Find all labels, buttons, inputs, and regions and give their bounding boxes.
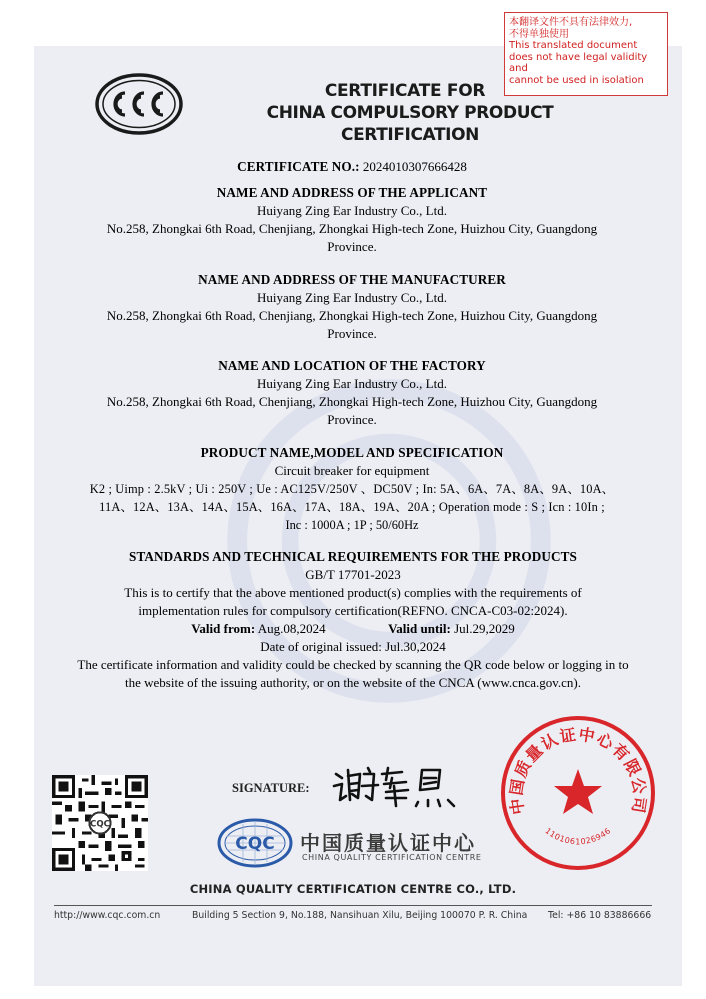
- factory-address-line1: No.258, Zhongkai 6th Road, Chenjiang, Zhongkai High-tech Zone, Huizhou City, Guangdong: [106, 394, 598, 409]
- manufacturer-name: Huiyang Zing Ear Industry Co., Ltd.: [257, 290, 447, 305]
- note-cn-line1: 本翻译文件不具有法律效力,: [509, 17, 633, 28]
- manufacturer-label: NAME AND ADDRESS OF THE MANUFACTURER: [198, 272, 506, 287]
- valid-from-label: Valid from:: [191, 621, 256, 636]
- cqc-logo-text: CQC: [235, 834, 275, 854]
- standards-section: [10, 548, 696, 692]
- applicant-label: NAME AND ADDRESS OF THE APPLICANT: [216, 185, 488, 200]
- qr-center-logo: CQC: [90, 819, 110, 830]
- valid-until-date: Jul.29,2029: [454, 621, 515, 636]
- signature-label: SIGNATURE:: [232, 781, 310, 795]
- standards-value: GB/T 17701-2023: [305, 567, 401, 582]
- factory-section: [34, 357, 670, 429]
- certificate-number-label: CERTIFICATE NO.:: [237, 159, 360, 174]
- cqc-english-name: CHINA QUALITY CERTIFICATION CENTRE: [302, 853, 482, 862]
- seal-number: 1101061026946: [543, 826, 613, 847]
- title-line1: CERTIFICATE FOR: [324, 81, 486, 101]
- footer-address: Building 5 Section 9, No.188, Nansihuan Xilu, Beijing 100070 P. R. China: [192, 910, 528, 921]
- footer-telephone: Tel: +86 10 83886666: [548, 910, 652, 921]
- footer-website-link[interactable]: http://www.cqc.com.cn: [54, 910, 161, 921]
- manufacturer-section: [34, 271, 670, 343]
- note-cn-line2: 不得单独使用: [509, 28, 569, 40]
- ccc-logo-icon: [95, 73, 183, 135]
- manufacturer-address-line2: Province.: [327, 326, 377, 341]
- footer-divider: [54, 905, 652, 906]
- factory-label: NAME AND LOCATION OF THE FACTORY: [218, 358, 486, 373]
- note-en-line2: does not have legal validity and: [509, 51, 648, 74]
- original-issued-date: Date of original issued: Jul.30,2024: [260, 639, 446, 654]
- applicant-address-line2: Province.: [327, 239, 377, 254]
- certificate-title: [200, 80, 620, 146]
- product-spec-line3: Inc : 1000A ; 1P ; 50/60Hz: [285, 518, 419, 532]
- certificate-number: [34, 158, 670, 176]
- product-label: PRODUCT NAME,MODEL AND SPECIFICATION: [200, 445, 504, 460]
- certify-line2: implementation rules for compulsory certification(REFNO. CNCA-C03-02:2024).: [138, 603, 568, 618]
- standards-label: STANDARDS AND TECHNICAL REQUIREMENTS FOR THE PRODUCTS: [129, 549, 577, 564]
- valid-until-label: Valid until:: [388, 621, 451, 636]
- note-en-line1: This translated document: [509, 40, 638, 51]
- cqc-logo-icon: [217, 818, 293, 868]
- svg-text:1101061026946: [543, 826, 612, 846]
- cqc-company-name: CHINA QUALITY CERTIFICATION CENTRE CO., LTD.: [189, 882, 517, 896]
- factory-address-line2: Province.: [327, 412, 377, 427]
- product-spec-line1: K2 ; Uimp : 2.5kV ; Ui : 250V ; Ue : AC125V/250V 、DC50V ; In: 5A、6A、7A、8A、9A、10A、: [89, 482, 615, 496]
- note-en-line3: cannot be used in isolation: [509, 74, 644, 86]
- valid-from-date: Aug.08,2024: [257, 621, 326, 636]
- check-info-line2: the website of the issuing authority, or on the website of the CNCA (www.cnca.gov.cn).: [125, 675, 581, 690]
- product-spec-line2: 11A、12A、13A、14A、15A、16A、17A、18A、19A、20A ; Operation mode : S ; Icn : 10In ;: [99, 500, 605, 514]
- product-name: Circuit breaker for equipment: [274, 463, 430, 478]
- official-seal-icon: [498, 713, 658, 873]
- qr-code-icon[interactable]: [52, 775, 148, 871]
- validity-line: [10, 620, 696, 638]
- certify-line1: This is to certify that the above mentioned product(s) complies with the requirements of: [124, 585, 582, 600]
- signature-image: [330, 760, 470, 812]
- manufacturer-address-line1: No.258, Zhongkai 6th Road, Chenjiang, Zhongkai High-tech Zone, Huizhou City, Guangdong: [106, 308, 598, 323]
- certificate-number-value: 2024010307666428: [362, 159, 467, 174]
- applicant-name: Huiyang Zing Ear Industry Co., Ltd.: [257, 203, 447, 218]
- title-line2: CHINA COMPULSORY PRODUCT CERTIFICATION: [266, 103, 554, 145]
- product-section: [34, 444, 670, 534]
- check-info-line1: The certificate information and validity could be checked by scanning the QR code below or logging in to: [77, 657, 629, 672]
- applicant-address-line1: No.258, Zhongkai 6th Road, Chenjiang, Zhongkai High-tech Zone, Huizhou City, Guangdong: [106, 221, 598, 236]
- cqc-chinese-name: 中国质量认证中心: [300, 831, 476, 855]
- seal-text: 中国质量认证中心有限公司: [506, 724, 650, 816]
- applicant-section: [34, 184, 670, 256]
- factory-name: Huiyang Zing Ear Industry Co., Ltd.: [257, 376, 447, 391]
